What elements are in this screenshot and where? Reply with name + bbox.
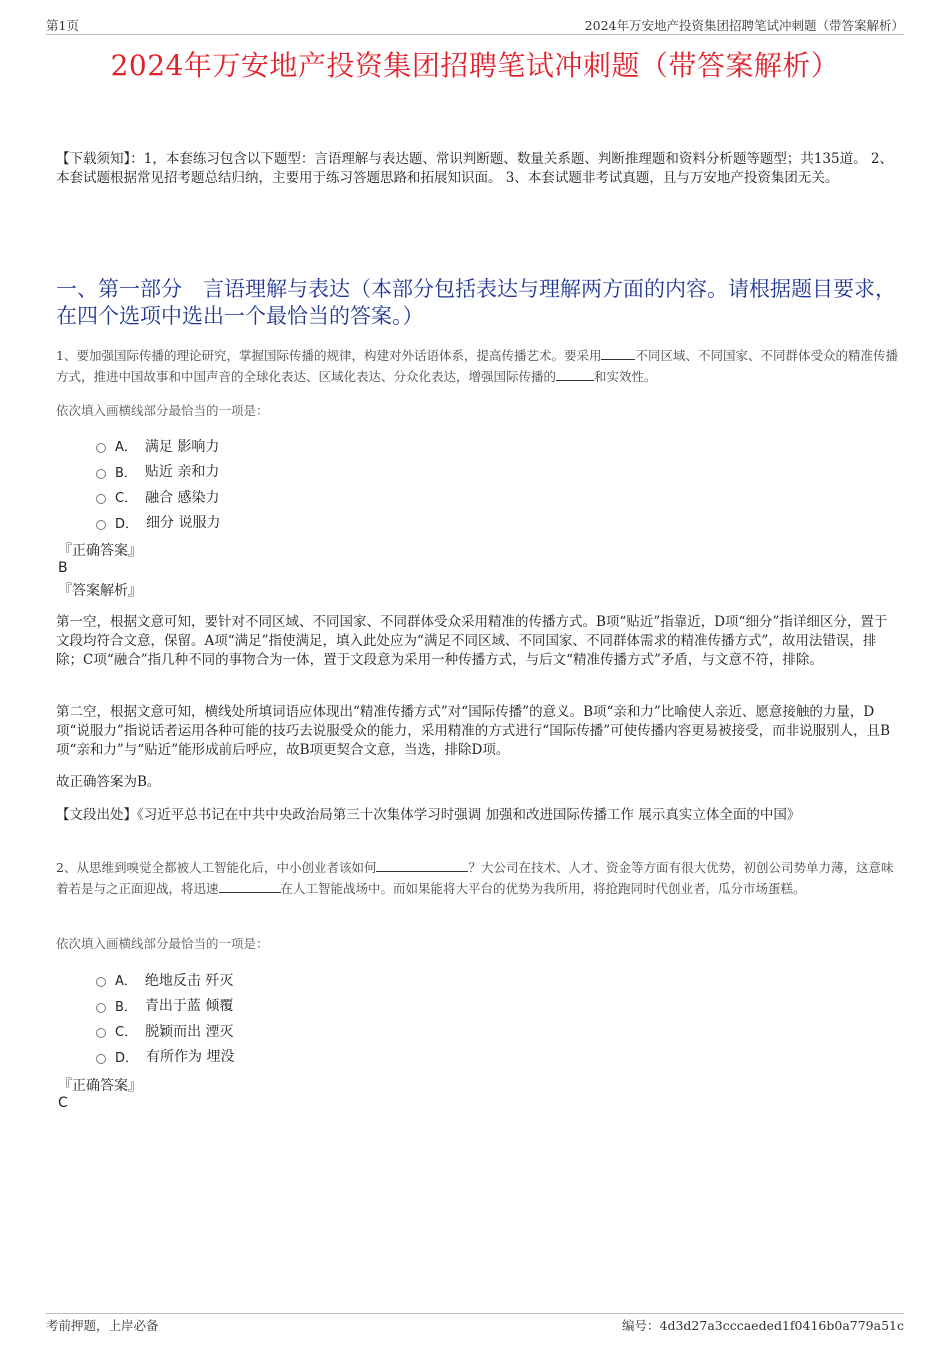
correct-answer-label: 『正确答案』	[58, 1078, 142, 1094]
correct-answer-label: 『正确答案』	[58, 543, 142, 559]
option-letter: A．	[115, 440, 137, 456]
question-2-instruction: 依次填入画横线部分最恰当的一项是：	[56, 936, 269, 951]
radio-button[interactable]	[96, 443, 106, 453]
option-b[interactable]	[96, 459, 220, 485]
fill-blank	[219, 880, 281, 893]
option-letter: C．	[115, 491, 138, 507]
option-text: 有所作为 埋没	[146, 1049, 235, 1066]
analysis-conclusion: 故正确答案为B。	[56, 774, 161, 790]
analysis-paragraph-2: 第二空，根据文意可知，横线处所填词语应体现出“精准传播方式”对“国际传播”的意义。B项“亲和力”比喻使人亲近、愿意接触的力量，D项“说服力”指说话者运用各种可能的技巧去说服受众的能力，采用精准的方式进行“国际传播”可使传播内容更易被接受，而非说服别人，且B项“亲和力”与“贴近”能形成前后呼应，故B项更契合文意，当选，排除D项。	[56, 704, 891, 758]
question-1-text-part: 不同区域、不同国家、不同群体受众的精准传播方式，推进中国故事和中国声音的全球化表达、区域化表达、分众化表达，增强国际传播的	[56, 348, 898, 384]
page-footer	[46, 1313, 904, 1334]
radio-button[interactable]	[96, 494, 106, 504]
radio-button[interactable]	[96, 1003, 106, 1013]
section-heading: 一、第一部分 言语理解与表达（本部分包括表达与理解两方面的内容。请根据题目要求，在四个选项中选出一个最恰当的答案。）	[56, 277, 896, 328]
question-2-text-part: 在人工智能战场中。而如果能将大平台的优势为我所用，将抢跑同时代创业者，瓜分市场蛋糕。	[280, 881, 806, 896]
option-text: 绝地反击 歼灭	[144, 972, 234, 989]
fill-blank	[556, 368, 594, 381]
option-a[interactable]	[96, 967, 234, 993]
radio-button[interactable]	[96, 1028, 106, 1038]
fill-blank	[601, 347, 635, 360]
option-letter: A．	[115, 974, 137, 990]
analysis-label: 『答案解析』	[58, 583, 142, 599]
analysis-paragraph-1: 第一空，根据文意可知，要针对不同区域、不同国家、不同群体受众采用精准的传播方式。B项“贴近”指靠近，D项“细分”指详细区分，置于文段均符合文意，保留。A项“满足”指使满足，填入此处应为“满足不同区域、不同国家、不同群体需求的精准传播方式”，故用法错误，排除；C项“融合”指几种不同的事物合为一体，置于文段意为采用一种传播方式，与后文“精准传播方式”矛盾，与文意不符，排除。	[56, 614, 888, 668]
question-1-text-part: 和实效性。	[594, 369, 657, 384]
radio-button[interactable]	[96, 520, 106, 530]
question-1-text	[56, 345, 898, 387]
page-header	[46, 14, 904, 35]
option-text: 满足 影响力	[144, 438, 220, 455]
question-1-instruction: 依次填入画横线部分最恰当的一项是：	[56, 403, 269, 418]
option-letter: B．	[115, 999, 137, 1015]
option-letter: D．	[115, 1050, 139, 1066]
source-citation: 【文段出处】《习近平总书记在中共中央政治局第三十次集体学习时强调 加强和改进国际传播工作 展示真实立体全面的中国》	[56, 807, 801, 823]
option-text: 脱颖而出 湮灭	[145, 1023, 234, 1040]
option-c[interactable]	[96, 1018, 234, 1044]
page-number: 第1页	[46, 18, 79, 33]
radio-button[interactable]	[96, 977, 106, 987]
footer-slogan: 考前押题，上岸必备	[46, 1318, 159, 1333]
question-2-text-part: ？大公司在技术、人才、资金等方面有很大优势，初创公司势单力薄，这意味着若是与之正面迎战，将迅速	[56, 860, 894, 896]
option-d[interactable]	[96, 1044, 234, 1070]
document-title: 2024年万安地产投资集团招聘笔试冲刺题（带答案解析）	[110, 49, 840, 82]
option-text: 青出于蓝 倾覆	[144, 998, 234, 1015]
fill-blank	[376, 859, 468, 872]
option-b[interactable]	[96, 993, 234, 1019]
option-text: 细分 说服力	[146, 515, 221, 532]
footer-serial-number: 编号：4d3d27a3cccaeded1f0416b0a779a51c	[622, 1318, 904, 1333]
option-letter: D．	[115, 516, 139, 532]
option-letter: C．	[115, 1025, 138, 1041]
question-2-options	[96, 967, 234, 1069]
option-c[interactable]	[96, 484, 220, 510]
option-letter: B．	[115, 465, 137, 481]
header-doc-name: 2024年万安地产投资集团招聘笔试冲刺题（带答案解析）	[584, 18, 904, 33]
question-1-text-part: 1、要加强国际传播的理论研究，掌握国际传播的规律，构建对外话语体系，提高传播艺术。要采用	[56, 348, 602, 363]
question-1-options	[96, 433, 220, 535]
correct-answer: B	[58, 560, 68, 576]
option-text: 贴近 亲和力	[144, 464, 220, 481]
correct-answer: C	[58, 1095, 68, 1111]
radio-button[interactable]	[96, 1054, 106, 1064]
option-text: 融合 感染力	[145, 489, 220, 506]
option-a[interactable]	[96, 433, 220, 459]
question-2-text	[56, 857, 898, 899]
download-notice: 【下载须知】：1，本套练习包含以下题型：言语理解与表达题、常识判断题、数量关系题、判断推理题和资料分析题等题型；共135道。 2、本套试题根据常见招考题总结归纳，主要用于练习答题思路和拓展知识面。 3、本套试题非考试真题，且与万安地产投资集团无关。	[56, 151, 893, 186]
question-2-text-part: 2、从思维到嗅觉全都被人工智能化后，中小创业者该如何	[56, 860, 377, 875]
option-d[interactable]	[96, 510, 220, 536]
radio-button[interactable]	[96, 469, 106, 479]
